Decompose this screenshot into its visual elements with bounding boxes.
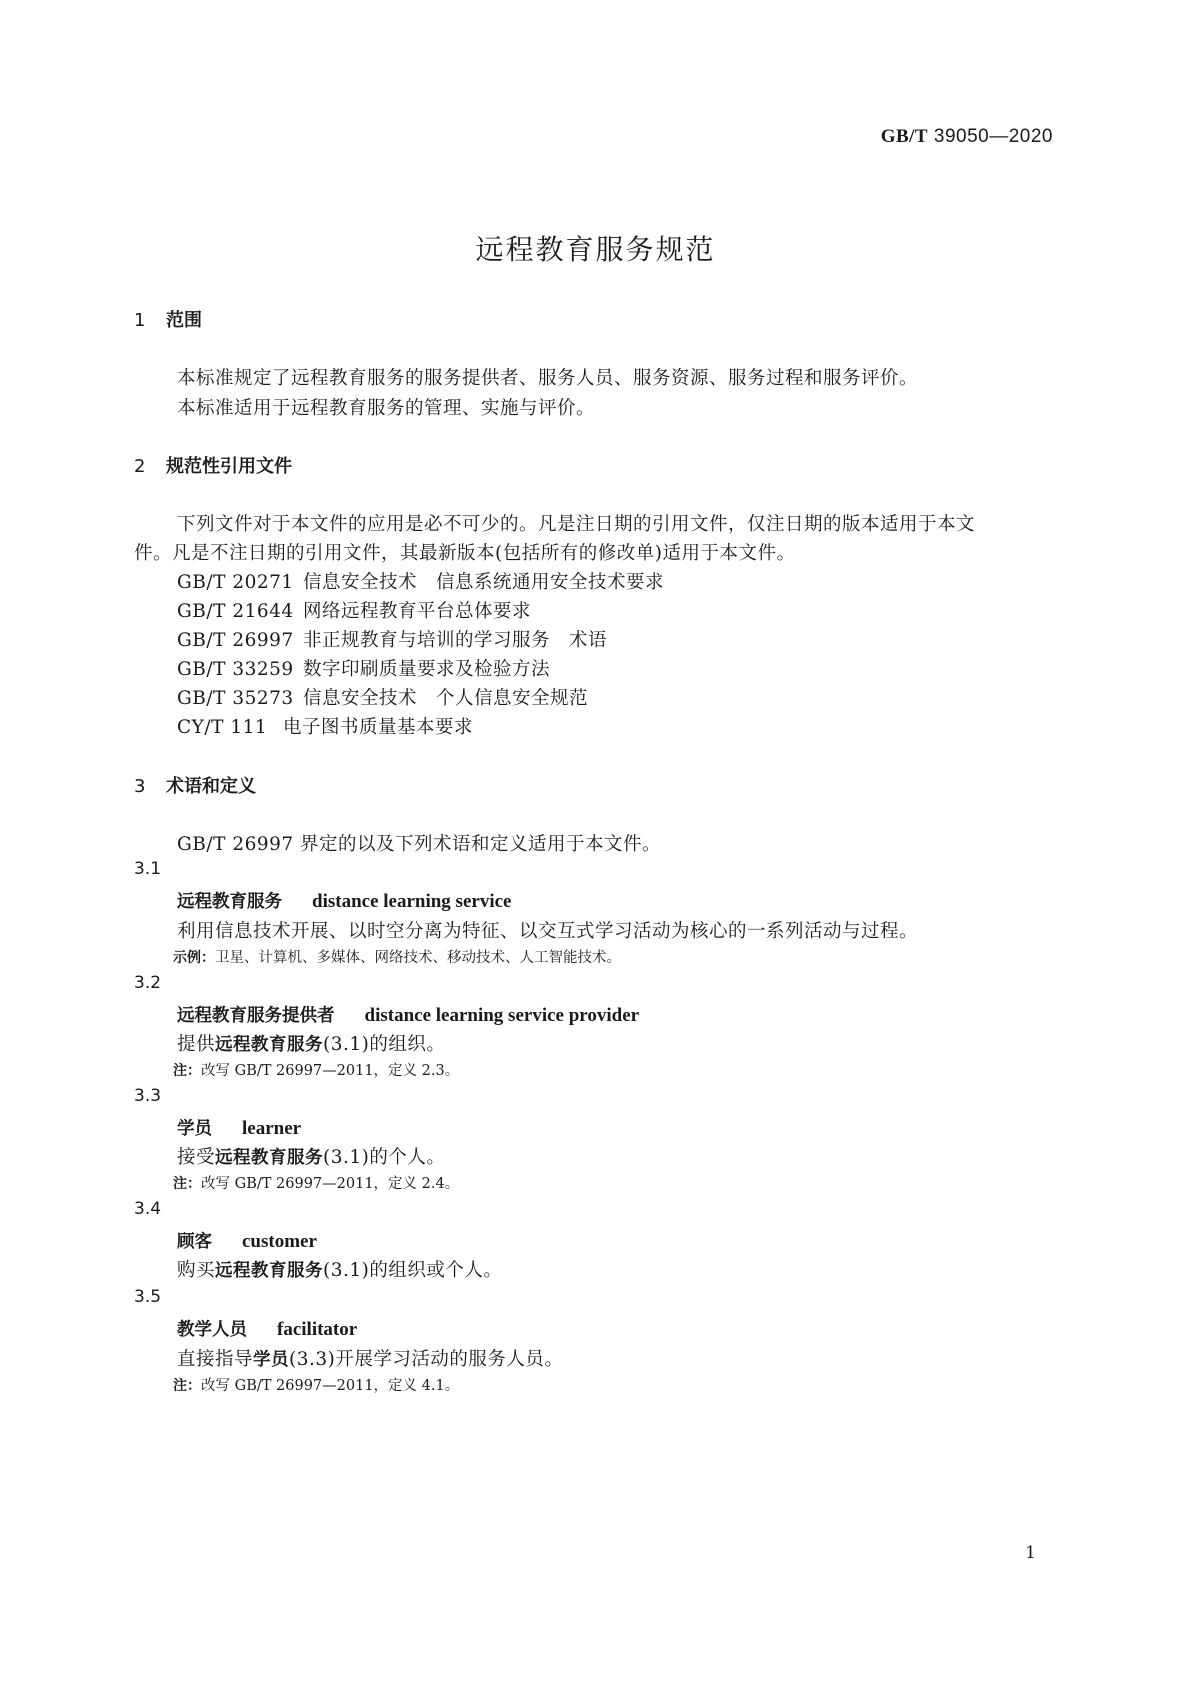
note-text: 改写 GB/T 26997—2011，定义 2.3。	[201, 1063, 460, 1079]
term-reference: 学员	[253, 1350, 290, 1370]
term-en: learner	[242, 1118, 302, 1139]
terms-intro: GB/T 26997 界定的以及下列术语和定义适用于本文件。	[177, 834, 662, 855]
scope-paragraph-2: 本标准适用于远程教育服务的管理、实施与评价。	[177, 398, 596, 419]
references-intro-line-2: 件。凡是不注日期的引用文件，其最新版本(包括所有的修改单)适用于本文件。	[134, 543, 796, 564]
section-title: 术语和定义	[166, 776, 256, 797]
standard-code-header	[881, 126, 1053, 148]
reference-code: GB/T 26997	[177, 630, 294, 651]
term-zh: 远程教育服务提供者	[177, 1006, 335, 1026]
term-number: 3.3	[134, 1086, 162, 1106]
section-2-heading	[134, 452, 292, 478]
standard-code-prefix: GB/T	[880, 126, 929, 147]
example-label: 示例：	[173, 950, 215, 966]
definition-text: (3.1)的个人。	[323, 1147, 446, 1168]
reference-item	[177, 626, 607, 652]
term-number: 3.4	[134, 1199, 162, 1219]
reference-title: 信息安全技术 信息系统通用安全技术要求	[303, 572, 665, 593]
reference-title: 网络远程教育平台总体要求	[303, 601, 532, 622]
standard-code-number: 39050—2020	[933, 126, 1053, 147]
term-heading	[177, 1228, 317, 1253]
term-number: 3.1	[134, 859, 162, 879]
note-text: 改写 GB/T 26997—2011，定义 4.1。	[201, 1378, 460, 1394]
definition-text: 提供	[177, 1034, 216, 1055]
term-note	[173, 1374, 459, 1395]
definition-text: 直接指导	[177, 1349, 254, 1370]
section-1-heading	[134, 306, 202, 332]
reference-item	[177, 655, 550, 681]
reference-item	[177, 684, 588, 710]
term-reference: 远程教育服务	[215, 1261, 324, 1281]
references-intro-line-1: 下列文件对于本文件的应用是必不可少的。凡是注日期的引用文件，仅注日期的版本适用于本文	[177, 514, 976, 535]
reference-item	[177, 713, 473, 739]
reference-code: GB/T 20271	[177, 572, 294, 593]
section-number: 3	[134, 776, 146, 797]
reference-code: GB/T 33259	[177, 659, 294, 680]
term-reference: 远程教育服务	[215, 1035, 324, 1055]
term-zh: 学员	[177, 1119, 212, 1139]
term-en: customer	[242, 1231, 317, 1252]
term-en: distance learning service provider	[364, 1005, 640, 1026]
note-label: 注：	[173, 1176, 201, 1192]
note-label: 注：	[173, 1378, 201, 1394]
term-note	[173, 1172, 459, 1193]
reference-title: 数字印刷质量要求及检验方法	[303, 659, 551, 680]
term-definition	[177, 1143, 445, 1169]
page-number: 1	[1025, 1543, 1036, 1563]
document-title: 远程教育服务规范	[475, 233, 716, 266]
reference-code: GB/T 21644	[177, 601, 294, 622]
term-heading	[177, 888, 511, 913]
reference-title: 电子图书质量基本要求	[283, 717, 474, 738]
term-definition	[177, 1256, 502, 1282]
term-definition	[177, 917, 918, 943]
definition-text: 购买	[177, 1260, 216, 1281]
term-zh: 顾客	[177, 1232, 212, 1252]
term-en: distance learning service	[312, 891, 512, 912]
term-heading	[177, 1115, 301, 1140]
section-number: 2	[134, 456, 146, 477]
term-definition	[177, 1030, 445, 1056]
definition-text: 利用信息技术开展、以时空分离为特征、以交互式学习活动为核心的一系列活动与过程。	[177, 921, 919, 942]
term-example	[173, 946, 621, 967]
reference-item	[177, 568, 664, 594]
reference-item	[177, 597, 531, 623]
term-reference: 远程教育服务	[215, 1148, 324, 1168]
term-heading	[177, 1316, 357, 1341]
term-number: 3.5	[134, 1287, 162, 1307]
term-number: 3.2	[134, 973, 162, 993]
definition-text: (3.1)的组织或个人。	[323, 1260, 503, 1281]
term-definition	[177, 1345, 563, 1371]
example-text: 卫星、计算机、多媒体、网络技术、移动技术、人工智能技术。	[215, 950, 621, 966]
term-en: facilitator	[277, 1319, 358, 1340]
reference-code: CY/T 111	[177, 717, 268, 738]
reference-code: GB/T 35273	[177, 688, 294, 709]
section-title: 规范性引用文件	[166, 456, 292, 477]
reference-title: 信息安全技术 个人信息安全规范	[303, 688, 589, 709]
section-3-heading	[134, 772, 256, 798]
scope-paragraph-1: 本标准规定了远程教育服务的服务提供者、服务人员、服务资源、服务过程和服务评价。	[177, 368, 919, 389]
section-title: 范围	[166, 310, 202, 331]
definition-text: (3.1)的组织。	[323, 1034, 446, 1055]
note-label: 注：	[173, 1063, 201, 1079]
reference-title: 非正规教育与培训的学习服务 术语	[303, 630, 608, 651]
term-note	[173, 1059, 459, 1080]
note-text: 改写 GB/T 26997—2011，定义 2.4。	[201, 1176, 460, 1192]
term-heading	[177, 1002, 639, 1027]
term-zh: 教学人员	[177, 1320, 247, 1340]
term-zh: 远程教育服务	[177, 892, 282, 912]
definition-text: 接受	[177, 1147, 216, 1168]
section-number: 1	[134, 310, 146, 331]
definition-text: (3.3)开展学习活动的服务人员。	[289, 1349, 564, 1370]
